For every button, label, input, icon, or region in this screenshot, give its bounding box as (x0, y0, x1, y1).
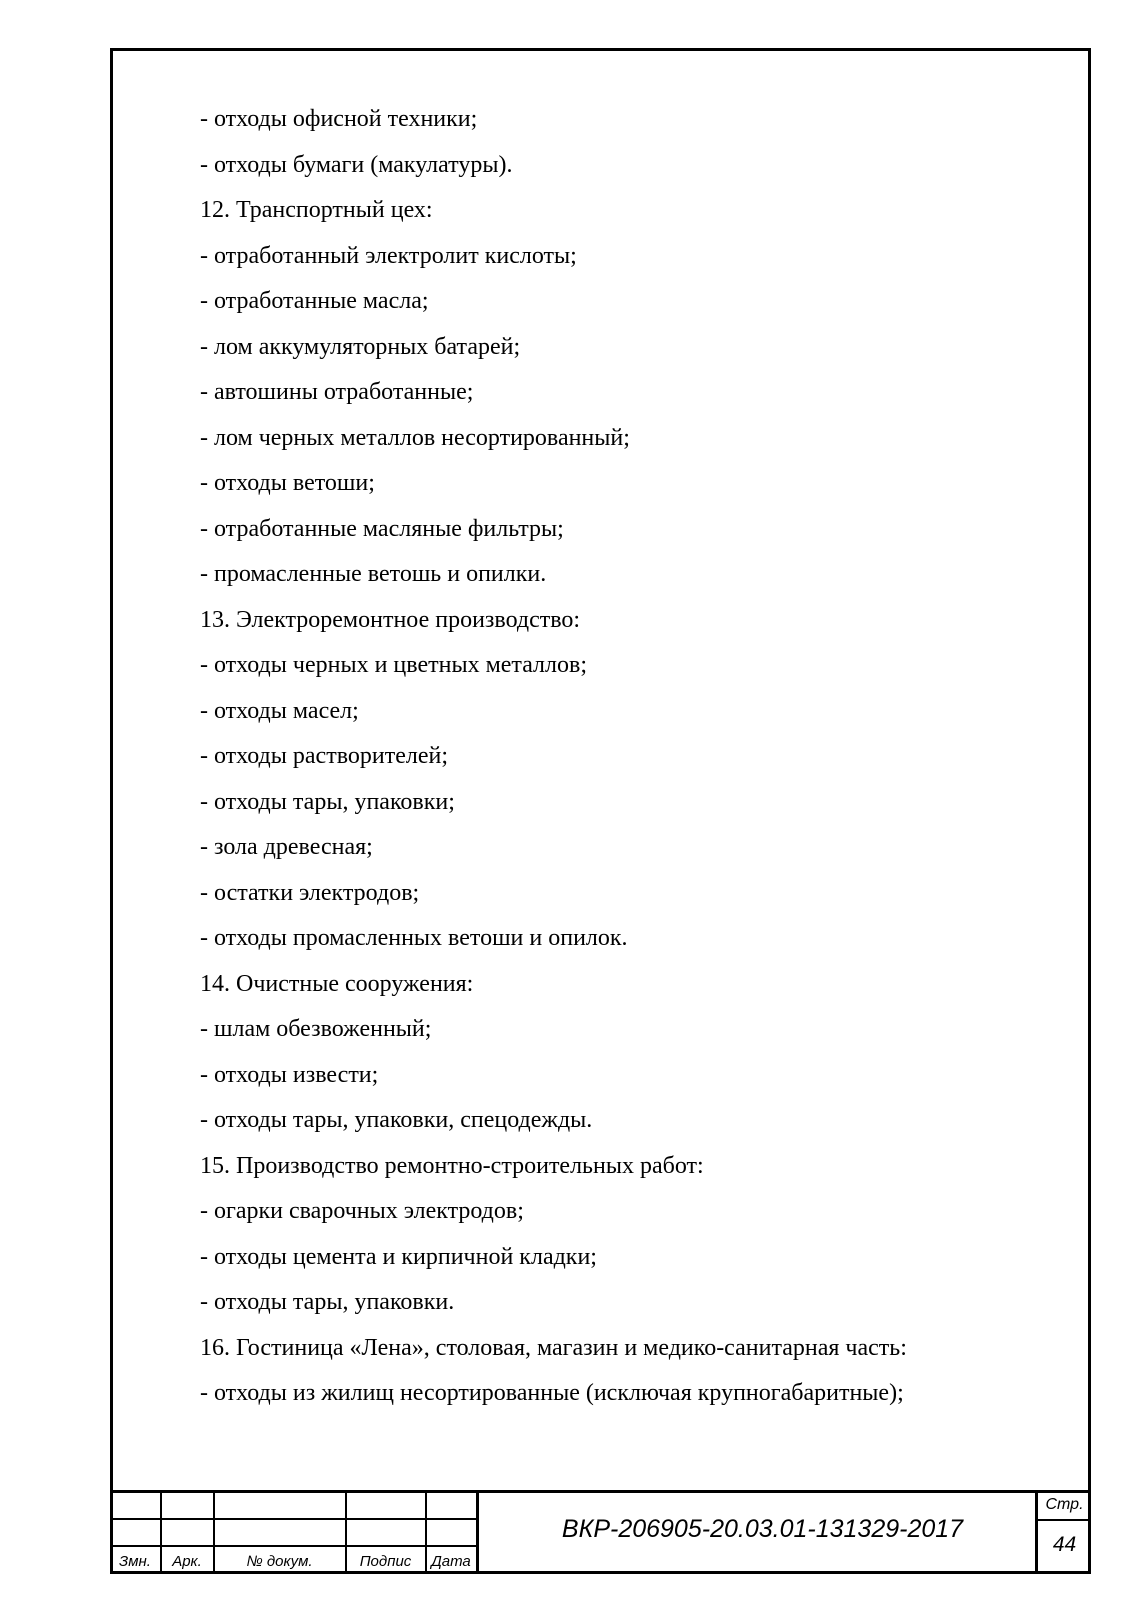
text-line: - отходы масел; (200, 697, 359, 724)
text-line: - огарки сварочных электродов; (200, 1198, 524, 1224)
text-line: - шлам обезвоженный; (200, 1016, 432, 1042)
text-line: - отходы цемента и кирпичной кладки; (200, 1243, 597, 1270)
stamp-row-line (110, 1518, 478, 1520)
text-line: - отходы офисной техники; (200, 106, 478, 132)
section-heading: 13. Электроремонтное производство: (200, 606, 581, 633)
section-heading: 16. Гостиница «Лена», столовая, магазин и медико-санитарная часть: (200, 1334, 907, 1361)
text-line: - отходы промасленных ветоши и опилок. (200, 925, 628, 951)
text-line: - отработанные масляные фильтры; (200, 515, 564, 542)
title-block (110, 1490, 1091, 1574)
stamp-col-ark: Арк. (172, 1553, 202, 1570)
stamp-row-line (110, 1545, 478, 1547)
page-number: 44 (1052, 1533, 1077, 1556)
stamp-col-doc: № докум. (246, 1553, 313, 1570)
text-line: - зола древесная; (200, 834, 373, 860)
text-line: - отходы ветоши; (200, 470, 375, 496)
document-body (200, 104, 1080, 1424)
section-heading: 14. Очистные сооружения: (200, 970, 474, 997)
text-line: - лом черных металлов несортированный; (200, 424, 630, 451)
text-line: - отходы извести; (200, 1061, 379, 1088)
text-line: - отработанные масла; (200, 288, 429, 314)
page-label: Стр. (1045, 1496, 1084, 1513)
text-line: - отходы бумаги (макулатуры). (200, 151, 513, 178)
stamp-col-sign: Подпис (359, 1553, 412, 1570)
text-line: - отходы тары, упаковки. (200, 1289, 455, 1315)
text-line: - остатки электродов; (200, 879, 420, 906)
text-line: - отработанный электролит кислоты; (200, 242, 577, 269)
document-code: ВКР-206905-20.03.01-131329-2017 (561, 1515, 964, 1543)
section-heading: 12. Транспортный цех: (200, 197, 433, 223)
stamp-divider (476, 1493, 479, 1574)
text-line: - промасленные ветошь и опилки. (200, 561, 547, 587)
stamp-col-zmn: Змн. (119, 1553, 151, 1570)
text-line: - автошины отработанные; (200, 379, 474, 405)
text-line: - отходы тары, упаковки; (200, 788, 455, 815)
section-heading: 15. Производство ремонтно-строительных работ: (200, 1152, 704, 1179)
text-line: - отходы растворителей; (200, 743, 448, 769)
text-line: - отходы из жилищ несортированные (исключая крупногабаритные); (200, 1380, 904, 1406)
stamp-row-line (1036, 1519, 1091, 1521)
stamp-col-date: Дата (431, 1553, 471, 1570)
text-line: - отходы тары, упаковки, спецодежды. (200, 1107, 593, 1133)
text-line: - отходы черных и цветных металлов; (200, 652, 588, 678)
text-line: - лом аккумуляторных батарей; (200, 333, 521, 360)
